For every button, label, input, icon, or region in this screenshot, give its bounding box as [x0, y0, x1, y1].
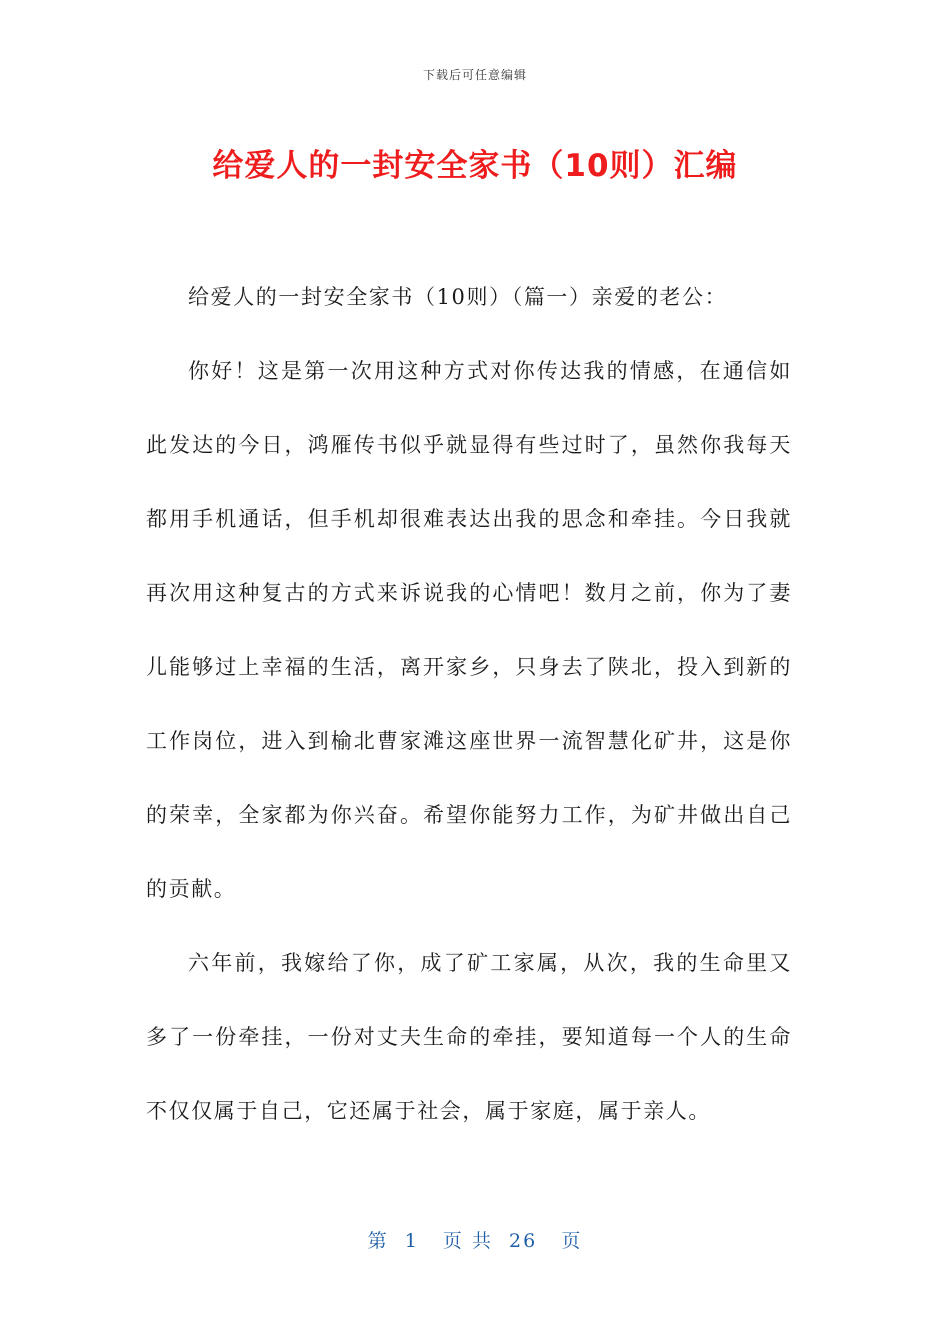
header-note: 下载后可任意编辑 [422, 68, 527, 82]
page-number-footer: 第 1 页 共 26 页 [367, 1230, 583, 1252]
document-body [146, 260, 792, 1148]
paragraph-salutation: 给爱人的一封安全家书（10则）（篇一）亲爱的老公： [188, 285, 728, 309]
document-title: 给爱人的一封安全家书（10则）汇编 [212, 148, 738, 184]
paragraph-1: 你好！这是第一次用这种方式对你传达我的情感，在通信如此发达的今日，鸿雁传书似乎就显得有些过时了，虽然你我每天都用手机通话，但手机却很难表达出我的思念和牵挂。今日我就再次用这种复古的方式来诉说我的心情吧！数月之前，你为了妻儿能够过上幸福的生活，离开家乡，只身去了陕北，投入到新的工作岗位，进入到榆北曹家滩这座世界一流智慧化矿井，这是你的荣幸，全家都为你兴奋。希望你能努力工作，为矿井做出自己的贡献。 [146, 359, 792, 901]
paragraph-2: 六年前，我嫁给了你，成了矿工家属，从次，我的生命里又多了一份牵挂，一份对丈夫生命的牵挂，要知道每一个人的生命不仅仅属于自己，它还属于社会，属于家庭，属于亲人。 [146, 951, 792, 1123]
